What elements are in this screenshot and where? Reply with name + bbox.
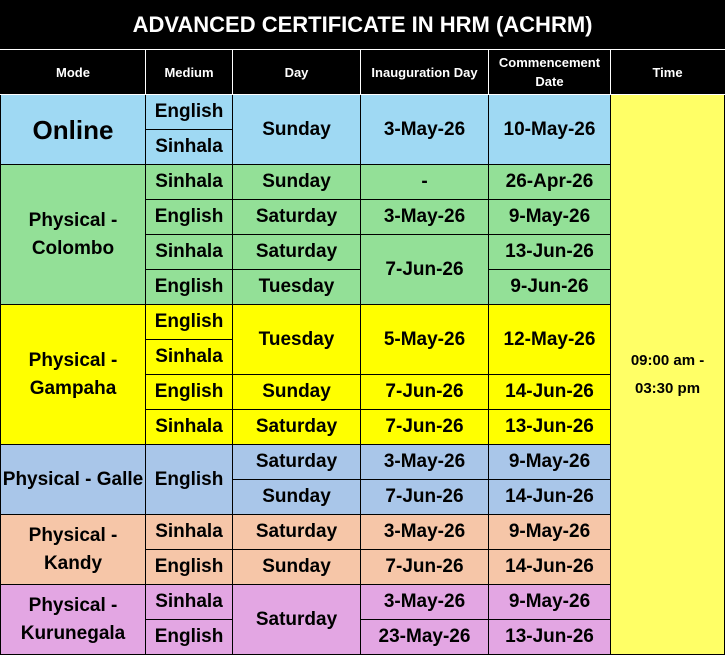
medium-cell: Sinhala [146,165,233,200]
commencement-cell: 9-May-26 [489,200,611,235]
medium-cell: Sinhala [146,340,233,375]
commencement-cell: 9-May-26 [489,515,611,550]
medium-cell: English [146,620,233,655]
header-commencement-date: Commencement Date [489,50,611,95]
inauguration-cell: 7-Jun-26 [361,480,489,515]
day-cell: Saturday [233,515,361,550]
mode-cell-kurunegala: Physical - Kurunegala [1,585,146,655]
day-cell: Sunday [233,95,361,165]
time-cell: 09:00 am - 03:30 pm [611,95,725,655]
medium-cell: Sinhala [146,515,233,550]
day-cell: Sunday [233,375,361,410]
medium-cell: English [146,550,233,585]
inauguration-cell: 7-Jun-26 [361,235,489,305]
commencement-cell: 9-May-26 [489,445,611,480]
day-cell: Tuesday [233,270,361,305]
day-cell: Saturday [233,235,361,270]
mode-cell-online: Online [1,95,146,165]
commencement-cell: 14-Jun-26 [489,480,611,515]
medium-cell: English [146,305,233,340]
medium-cell: English [146,200,233,235]
inauguration-cell: 7-Jun-26 [361,375,489,410]
inauguration-cell: - [361,165,489,200]
medium-cell: Sinhala [146,130,233,165]
day-cell: Sunday [233,480,361,515]
inauguration-cell: 3-May-26 [361,515,489,550]
day-cell: Saturday [233,445,361,480]
inauguration-cell: 3-May-26 [361,585,489,620]
medium-cell: Sinhala [146,235,233,270]
mode-cell-kandy: Physical - Kandy [1,515,146,585]
header-day: Day [233,50,361,95]
commencement-cell: 9-Jun-26 [489,270,611,305]
inauguration-cell: 7-Jun-26 [361,550,489,585]
day-cell: Sunday [233,165,361,200]
commencement-cell: 13-Jun-26 [489,235,611,270]
inauguration-cell: 23-May-26 [361,620,489,655]
medium-cell: Sinhala [146,410,233,445]
inauguration-cell: 3-May-26 [361,95,489,165]
day-cell: Saturday [233,410,361,445]
commencement-cell: 14-Jun-26 [489,375,611,410]
commencement-cell: 26-Apr-26 [489,165,611,200]
header-row [1,50,725,95]
mode-cell-gampaha: Physical - Gampaha [1,305,146,445]
commencement-cell: 14-Jun-26 [489,550,611,585]
header-time: Time [611,50,725,95]
table-row [1,95,725,130]
medium-cell: English [146,270,233,305]
commencement-cell: 9-May-26 [489,585,611,620]
header-inauguration-day: Inauguration Day [361,50,489,95]
day-cell: Saturday [233,585,361,655]
commencement-cell: 10-May-26 [489,95,611,165]
table-title: ADVANCED CERTIFICATE IN HRM (ACHRM) [1,1,725,50]
inauguration-cell: 7-Jun-26 [361,410,489,445]
header-medium: Medium [146,50,233,95]
day-cell: Saturday [233,200,361,235]
commencement-cell: 13-Jun-26 [489,410,611,445]
medium-cell: Sinhala [146,585,233,620]
day-cell: Sunday [233,550,361,585]
inauguration-cell: 3-May-26 [361,200,489,235]
commencement-cell: 13-Jun-26 [489,620,611,655]
medium-cell: English [146,445,233,515]
medium-cell: English [146,375,233,410]
header-mode: Mode [1,50,146,95]
day-cell: Tuesday [233,305,361,375]
mode-cell-colombo: Physical - Colombo [1,165,146,305]
inauguration-cell: 3-May-26 [361,445,489,480]
inauguration-cell: 5-May-26 [361,305,489,375]
medium-cell: English [146,95,233,130]
commencement-cell: 12-May-26 [489,305,611,375]
mode-cell-galle: Physical - Galle [1,445,146,515]
